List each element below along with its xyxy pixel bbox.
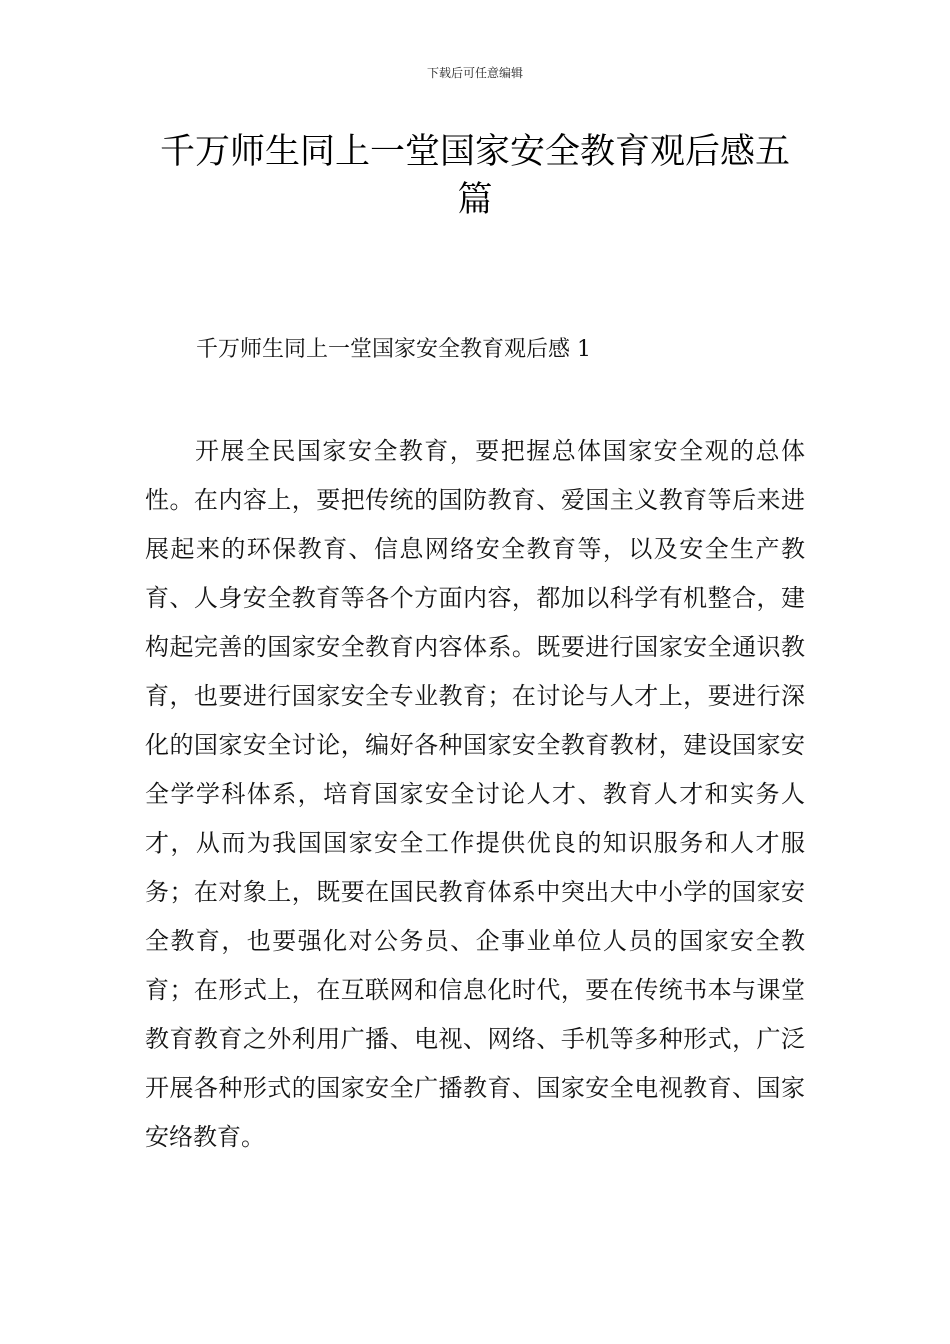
body-paragraph: 开展全民国家安全教育，要把握总体国家安全观的总体性。在内容上，要把传统的国防教育、爱国主义教育等后来进展起来的环保教育、信息网络安全教育等，以及安全生产教育、人身安全教育等各个方面内容，都加以科学有机整合，建构起完善的国家安全教育内容体系。既要进行国家安全通识教育，也要进行国家安全专业教育；在讨论与人才上，要进行深化的国家安全讨论，编好各种国家安全教育教材，建设国家安全学学科体系，培育国家安全讨论人才、教育人才和实务人才，从而为我国国家安全工作提供优良的知识服务和人才服务；在对象上，既要在国民教育体系中突出大中小学的国家安全教育，也要强化对公务员、企事业单位人员的国家安全教育；在形式上，在互联网和信息化时代，要在传统书本与课堂教育教育之外利用广播、电视、网络、手机等多种形式，广泛开展各种形式的国家安全广播教育、国家安全电视教育、国家安络教育。	[145, 437, 805, 1151]
header-note: 下载后可任意编辑	[426, 66, 523, 80]
document-title: 千万师生同上一堂国家安全教育观后感五篇	[159, 132, 790, 220]
section-heading: 千万师生同上一堂国家安全教育观后感 1	[196, 337, 591, 362]
